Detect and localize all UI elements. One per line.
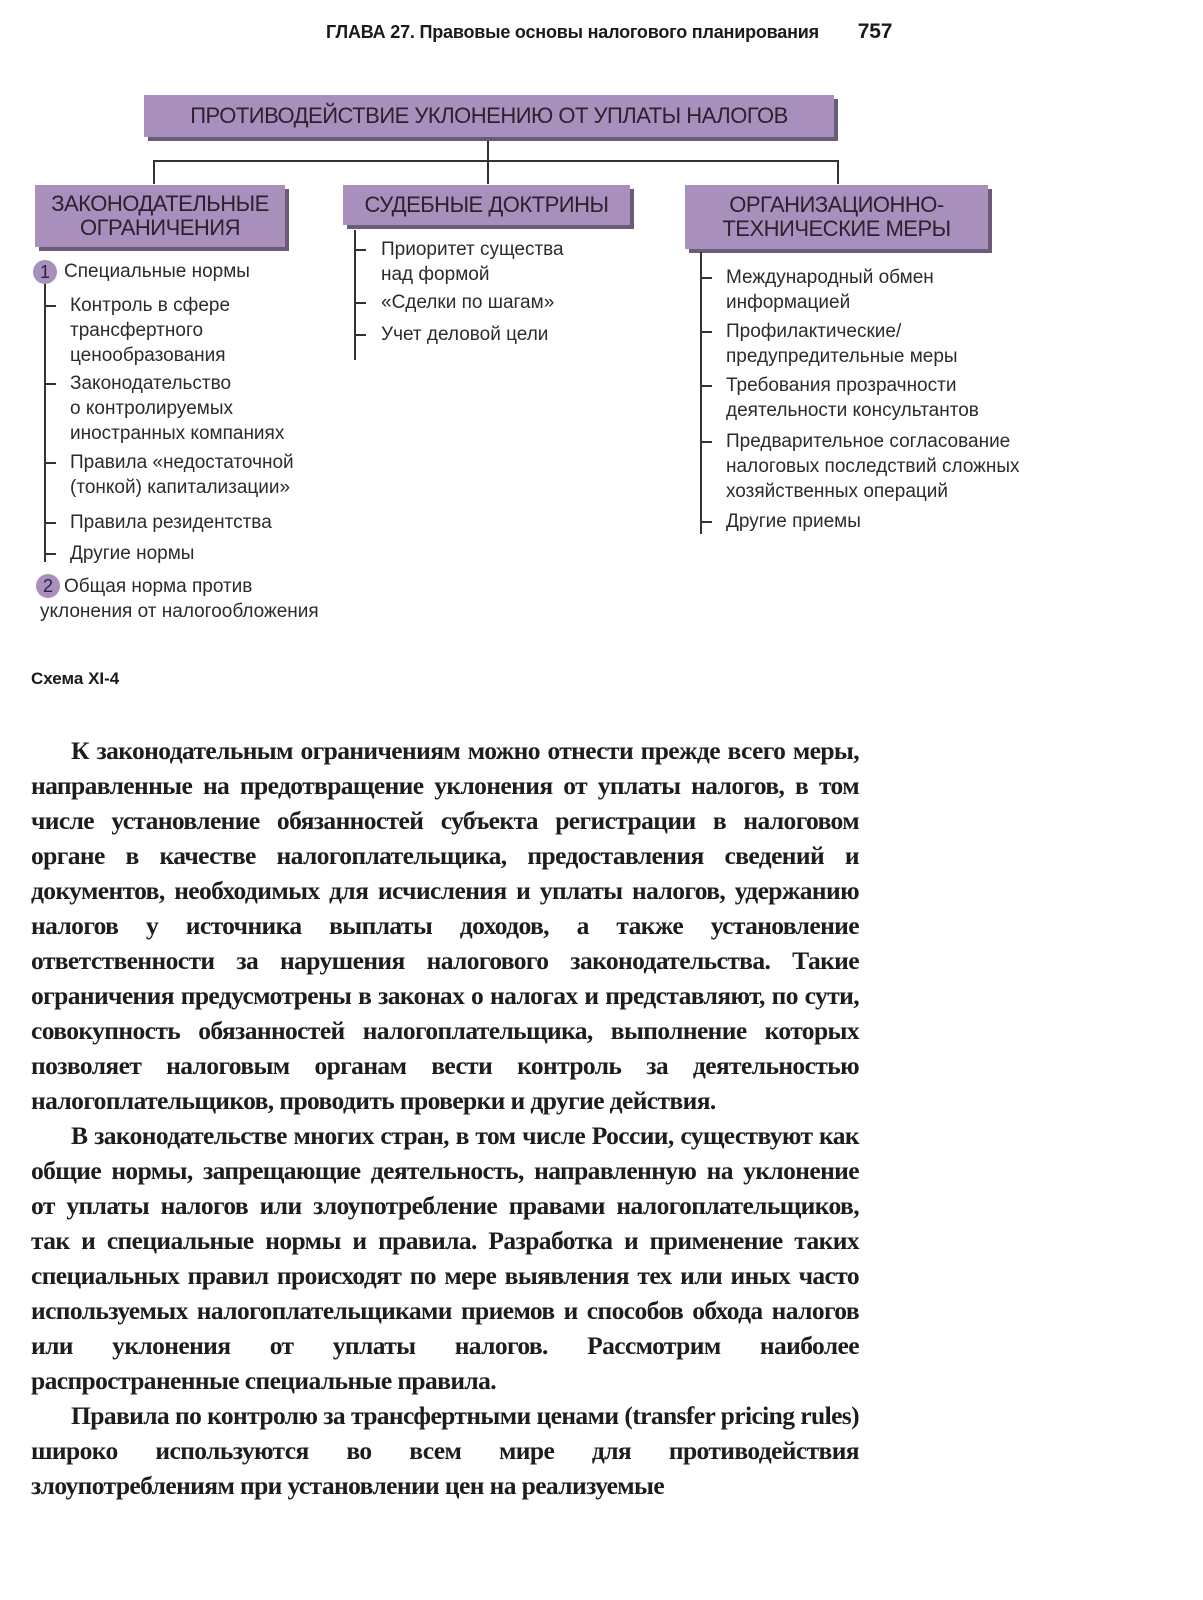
list-item: Предварительное согласование налоговых последствий сложных хозяйственных операций [726,431,1020,502]
tick [45,383,56,385]
tick [45,305,56,307]
branch-organizational-line2: ТЕХНИЧЕСКИЕ МЕРЫ [722,216,951,241]
tick [701,277,712,279]
page-number: 757 [857,20,893,43]
branch-box-organizational [685,185,988,249]
connector-right [837,160,839,184]
tick [701,521,712,523]
tick [701,385,712,387]
branch1-vline [44,272,46,562]
body-text [31,733,859,1503]
list-item: Правила «недостаточной (тонкой) капитализации» [70,452,294,498]
root-connector [487,141,489,161]
branch-judicial-title: СУДЕБНЫЕ ДОКТРИНЫ [364,192,609,217]
running-header [326,20,892,44]
list-item: Учет деловой цели [381,324,549,345]
list-item: Законодательство о контролируемых иностранных компаниях [70,373,285,444]
list-item: Требования прозрачности деятельности консультантов [726,375,979,421]
connector-left [153,160,155,184]
branch-legislative-line1: ЗАКОНОДАТЕЛЬНЫЕ [51,191,269,216]
paragraph: Правила по контролю за трансфертными ценами (transfer pricing rules) широко используются во всем мире для противодействия злоупотреблениям при установлении цен на реализуемые [31,1401,859,1500]
root-label: ПРОТИВОДЕЙСТВИЕ УКЛОНЕНИЮ ОТ УПЛАТЫ НАЛОГОВ [190,103,788,128]
tick [701,441,712,443]
number-badge-2: 2 [36,574,60,598]
root-box [144,95,834,137]
tick [45,553,56,555]
special-norms-title: Специальные нормы [64,261,250,282]
tick [45,462,56,464]
branch-legislative-line2: ОГРАНИЧЕНИЯ [79,215,241,240]
branch-organizational-line1: ОРГАНИЗАЦИОННО- [729,192,944,217]
chapter-title: ГЛАВА 27. Правовые основы налогового планирования [326,22,819,42]
tick [355,302,366,304]
list-item: Другие нормы [70,543,195,564]
connector-middle [487,160,489,184]
tick [355,334,366,336]
list-item: Профилактические/ предупредительные меры [726,321,958,367]
number-badge-1: 1 [33,260,57,284]
paragraph: В законодательстве многих стран, в том числе России, существуют как общие нормы, запрещающие деятельность, направленную на уклонение от уплаты налогов или злоупотребление правами налогоплательщиков, так и специальные нормы и правила. Разработка и применение таких специальных правил происходят по мере выявления тех или иных часто используемых налогоплательщиками приемов и способов обхода налогов или уклонения от уплаты налогов. Рассмотрим наиболее распространенные специальные правила. [31,1121,859,1395]
list-item: «Сделки по шагам» [381,292,555,313]
tick [701,331,712,333]
list-item: Приоритет существа над формой [381,239,564,285]
list-item: Международный обмен информацией [726,267,934,313]
branch3-vline [700,252,702,534]
tick [45,522,56,524]
branch-box-judicial [343,185,630,225]
general-norm-item: Общая норма против уклонения от налогообложения [40,576,319,622]
branch-bus [153,160,839,162]
tick [355,249,366,251]
figure-caption: Схема XI-4 [31,669,120,688]
list-item: Контроль в сфере трансфертного ценообразования [70,295,231,366]
paragraph: К законодательным ограничениям можно отнести прежде всего меры, направленные на предотвращение уклонения от уплаты налогов, в том числе установление обязанностей субъекта регистрации в налоговом органе в качестве налогоплательщика, предоставления сведений и документов, необходимых для исчисления и уплаты налогов, удержанию налогов у источника выплаты доходов, а также установление ответственности за нарушения налогового законодательства. Такие ограничения предусмотрены в законах о налогах и представляют, по сути, совокупность обязанностей налогоплательщика, выполнение которых позволяет налоговым органам вести контроль за деятельностью налогоплательщиков, проводить проверки и другие действия. [31,736,859,1115]
list-item: Правила резидентства [70,512,272,533]
list-item: Другие приемы [726,511,861,532]
branch-box-legislative [35,185,285,247]
